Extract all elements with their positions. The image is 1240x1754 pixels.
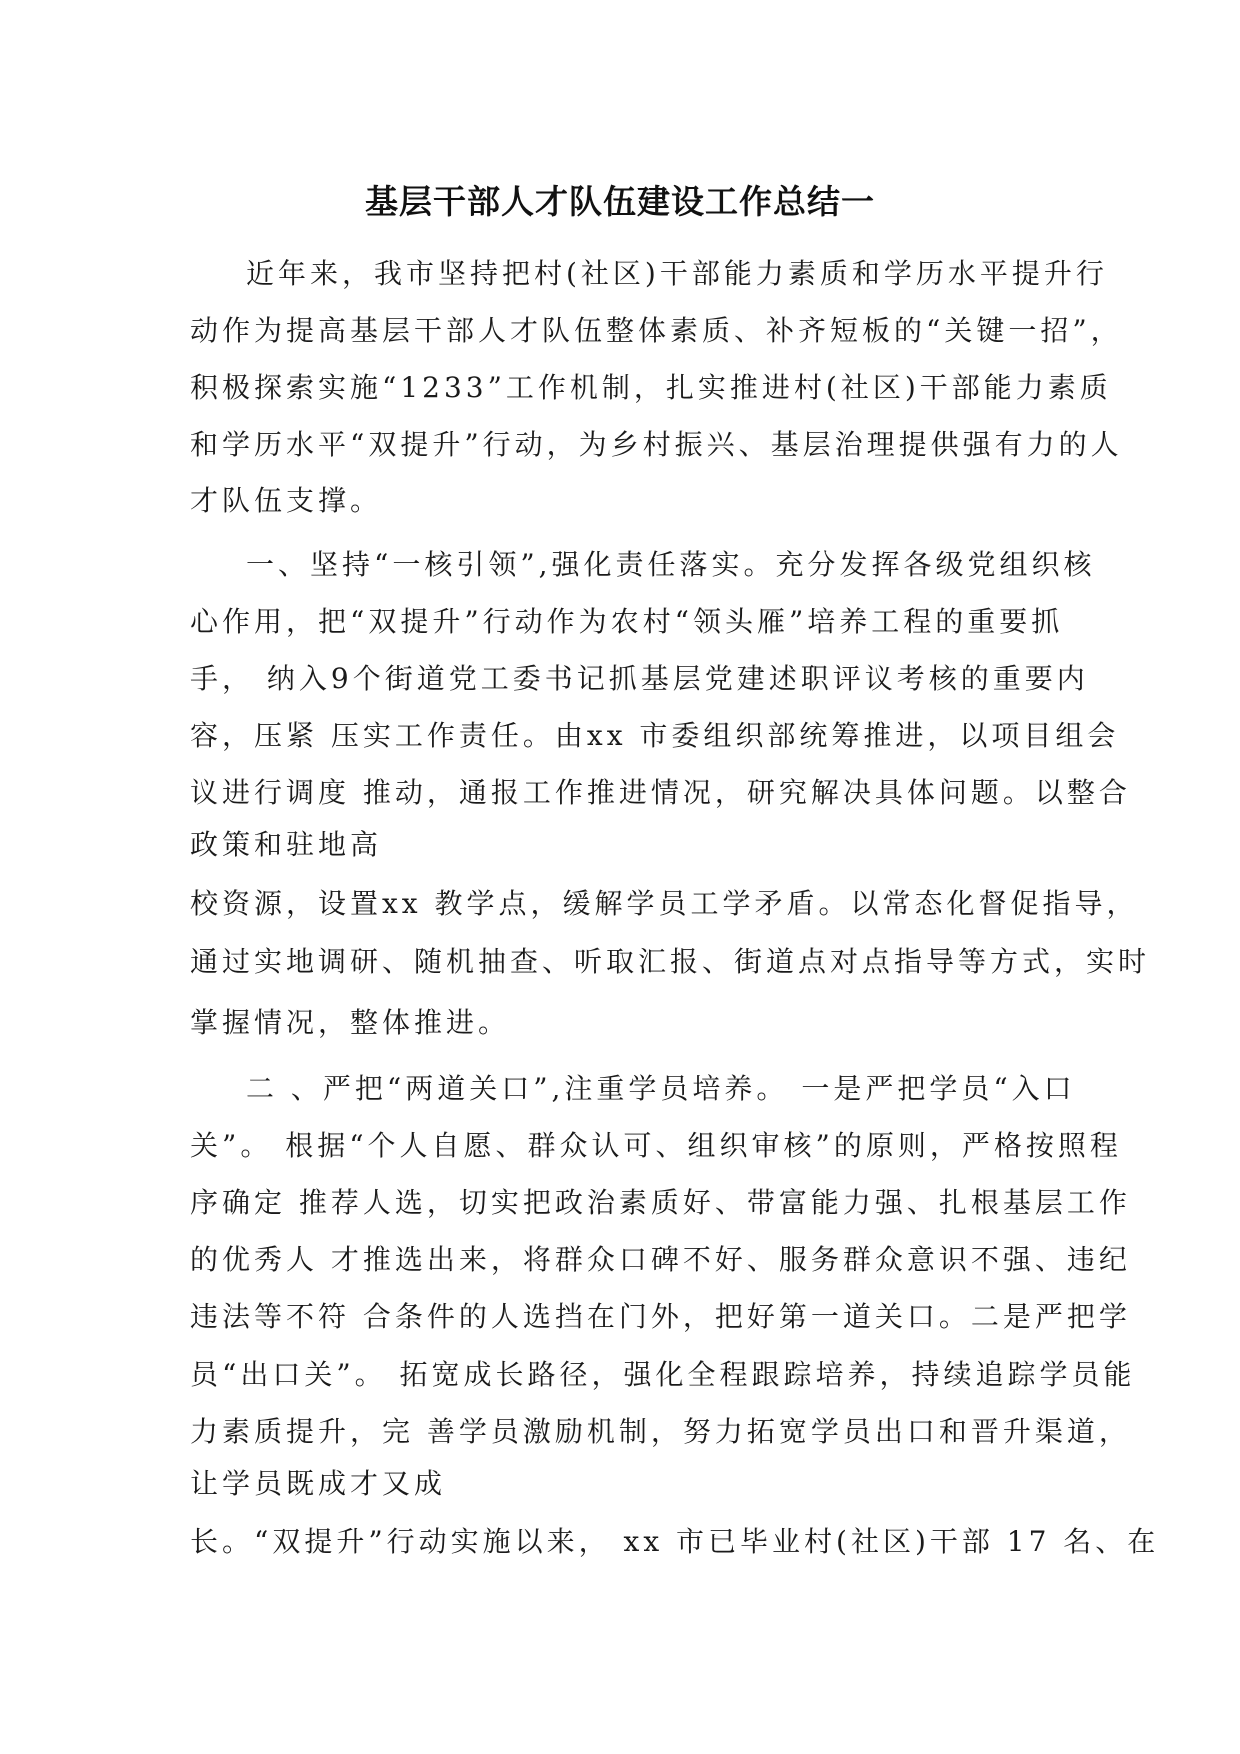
paragraph-line: 通过实地调研、随机抽查、听取汇报、街道点对点指导等方式，实时 bbox=[190, 945, 1151, 978]
paragraph-line: 动作为提高基层干部人才队伍整体素质、补齐短板的“关键一招”， bbox=[190, 314, 1123, 347]
paragraph-line: 关”。 根据“个人自愿、群众认可、组织审核”的原则，严格按照程 bbox=[190, 1129, 1122, 1162]
paragraph-line: 力素质提升，完 善学员激励机制，努力拓宽学员出口和晋升渠道， bbox=[190, 1415, 1131, 1448]
paragraph-line: 掌握情况，整体推进。 bbox=[190, 1006, 511, 1039]
paragraph-line: 议进行调度 推动，通报工作推进情况，研究解决具体问题。以整合 bbox=[190, 776, 1131, 809]
paragraph-line: 心作用，把“双提升”行动作为农村“领头雁”培养工程的重要抓 bbox=[190, 605, 1064, 638]
paragraph-line: 校资源，设置xx 教学点，缓解学员工学矛盾。以常态化督促指导， bbox=[190, 887, 1139, 920]
paragraph-line: 近年来，我市坚持把村(社区)干部能力素质和学历水平提升行 bbox=[246, 257, 1108, 290]
paragraph-line: 让学员既成才又成 bbox=[190, 1467, 447, 1500]
paragraph-line: 的优秀人 才推选出来，将群众口碑不好、服务群众意识不强、违纪 bbox=[190, 1243, 1131, 1276]
paragraph-line: 和学历水平“双提升”行动，为乡村振兴、基层治理提供强有力的人 bbox=[190, 428, 1123, 461]
paragraph-line: 政策和驻地高 bbox=[190, 828, 383, 861]
document-title: 基层干部人才队伍建设工作总结一 bbox=[365, 182, 875, 221]
paragraph-line: 长。“双提升”行动实施以来， xx 市已毕业村(社区)干部 17 名、在 bbox=[190, 1525, 1160, 1558]
paragraph-line: 序确定 推荐人选，切实把政治素质好、带富能力强、扎根基层工作 bbox=[190, 1186, 1131, 1219]
paragraph-line: 二 、严把“两道关口”,注重学员培养。 一是严把学员“入口 bbox=[246, 1072, 1076, 1105]
paragraph-line: 违法等不符 合条件的人选挡在门外，把好第一道关口。二是严把学 bbox=[190, 1300, 1131, 1333]
paragraph-line: 一、坚持“一核引领”,强化责任落实。充分发挥各级党组织核 bbox=[246, 548, 1096, 581]
paragraph-line: 容，压紧 压实工作责任。由xx 市委组织部统筹推进，以项目组会 bbox=[190, 719, 1120, 752]
paragraph-line: 手， 纳入9个街道党工委书记抓基层党建述职评议考核的重要内 bbox=[190, 662, 1089, 695]
paragraph-line: 才队伍支撑。 bbox=[190, 484, 383, 517]
paragraph-line: 积极探索实施“1233”工作机制，扎实推进村(社区)干部能力素质 bbox=[190, 371, 1112, 404]
paragraph-line: 员“出口关”。 拓宽成长路径，强化全程跟踪培养，持续追踪学员能 bbox=[190, 1358, 1136, 1391]
